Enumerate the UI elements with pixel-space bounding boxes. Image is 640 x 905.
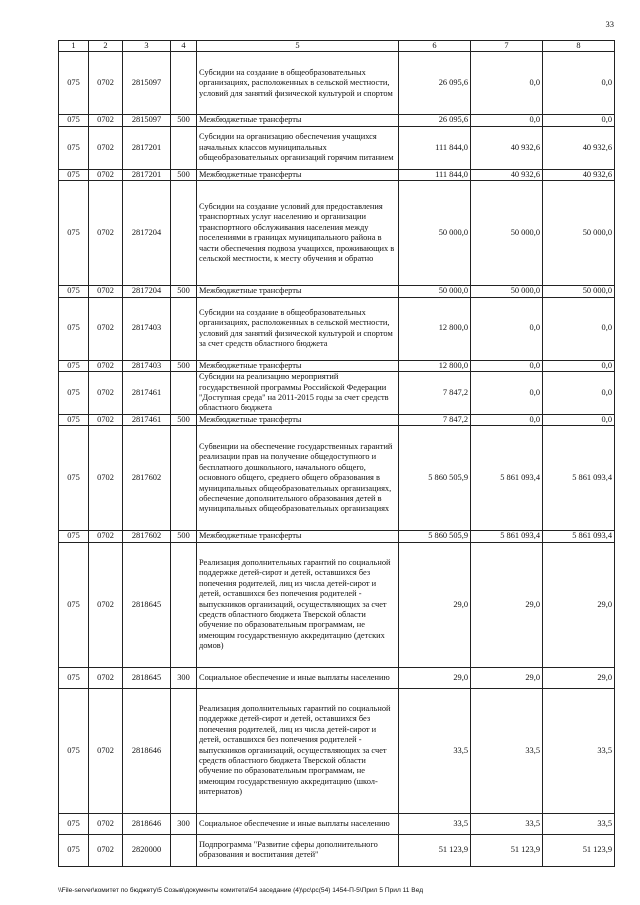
code-target-cell: 2817204 [123, 181, 171, 286]
amount-year1-cell: 12 800,0 [399, 297, 471, 360]
code-admin-cell: 075 [59, 52, 89, 115]
table-row [59, 688, 615, 813]
description-cell: Реализация дополнительных гарантий по социальной поддержке детей-сирот и детей, оставшихся без попечения родителей, лиц из числа детей-сирот и детей, оставшихся без попечения родителей - выпускников организаций, осуществляющих за счет средств областного бюджета Тверской области обучение по образовательным программам, не имеющим государственную аккредитацию (школ-интернатов) [197, 688, 399, 813]
amount-year2-cell: 5 861 093,4 [471, 426, 543, 531]
amount-year2-cell: 40 932,6 [471, 126, 543, 169]
amount-year1-cell: 29,0 [399, 667, 471, 688]
code-expense-type-cell: 300 [171, 667, 197, 688]
amount-year1-cell: 111 844,0 [399, 169, 471, 180]
amount-year1-cell: 5 860 505,9 [399, 531, 471, 542]
column-header: 8 [543, 41, 615, 52]
code-expense-type-cell: 500 [171, 115, 197, 126]
code-target-cell: 2818645 [123, 542, 171, 667]
code-target-cell: 2818645 [123, 667, 171, 688]
code-expense-type-cell: 500 [171, 531, 197, 542]
amount-year1-cell: 33,5 [399, 813, 471, 834]
code-admin-cell: 075 [59, 542, 89, 667]
description-cell: Субсидии на реализацию мероприятий государственной программы Российской Федерации "Доступная среда" на 2011-2015 годы за счет средств областного бюджета [197, 372, 399, 415]
code-expense-type-cell: 500 [171, 360, 197, 371]
amount-year3-cell: 5 861 093,4 [543, 531, 615, 542]
amount-year2-cell: 0,0 [471, 297, 543, 360]
amount-year3-cell: 5 861 093,4 [543, 426, 615, 531]
code-admin-cell: 075 [59, 360, 89, 371]
column-header: 3 [123, 41, 171, 52]
code-admin-cell: 075 [59, 834, 89, 866]
code-expense-type-cell: 500 [171, 415, 197, 426]
code-section-cell: 0702 [89, 426, 123, 531]
code-expense-type-cell [171, 297, 197, 360]
code-target-cell: 2817461 [123, 372, 171, 415]
table-row [59, 360, 615, 371]
description-cell: Межбюджетные трансферты [197, 169, 399, 180]
code-admin-cell: 075 [59, 688, 89, 813]
code-target-cell: 2817204 [123, 286, 171, 297]
code-target-cell: 2817201 [123, 169, 171, 180]
description-cell: Социальное обеспечение и иные выплаты населению [197, 813, 399, 834]
code-expense-type-cell [171, 181, 197, 286]
code-expense-type-cell: 500 [171, 169, 197, 180]
code-section-cell: 0702 [89, 667, 123, 688]
amount-year3-cell: 33,5 [543, 688, 615, 813]
description-cell: Межбюджетные трансферты [197, 531, 399, 542]
description-cell: Межбюджетные трансферты [197, 115, 399, 126]
amount-year3-cell: 0,0 [543, 372, 615, 415]
amount-year3-cell: 40 932,6 [543, 126, 615, 169]
table-row [59, 126, 615, 169]
table-row [59, 426, 615, 531]
code-expense-type-cell [171, 834, 197, 866]
code-target-cell: 2817461 [123, 415, 171, 426]
code-section-cell: 0702 [89, 181, 123, 286]
code-expense-type-cell [171, 688, 197, 813]
code-admin-cell: 075 [59, 426, 89, 531]
amount-year3-cell: 0,0 [543, 415, 615, 426]
amount-year2-cell: 0,0 [471, 415, 543, 426]
description-cell: Межбюджетные трансферты [197, 415, 399, 426]
description-cell: Субсидии на создание в общеобразовательных организациях, расположенных в сельской местности, условий для занятий физической культурой и спортом за счет средств областного бюджета [197, 297, 399, 360]
table-row [59, 286, 615, 297]
code-admin-cell: 075 [59, 297, 89, 360]
code-admin-cell: 075 [59, 813, 89, 834]
code-target-cell: 2817403 [123, 360, 171, 371]
code-admin-cell: 075 [59, 531, 89, 542]
amount-year1-cell: 33,5 [399, 688, 471, 813]
code-expense-type-cell [171, 126, 197, 169]
footer-file-path: \\File-server\комитет по бюджету\5 Созыв\документы комитета\54 заседание (4)\рс\рс(54) 1454-П-5\Прил 5 Прил 11 Вед [58, 887, 424, 894]
amount-year3-cell: 50 000,0 [543, 181, 615, 286]
amount-year2-cell: 0,0 [471, 115, 543, 126]
amount-year2-cell: 50 000,0 [471, 181, 543, 286]
amount-year3-cell: 51 123,9 [543, 834, 615, 866]
table-row [59, 531, 615, 542]
amount-year2-cell: 0,0 [471, 360, 543, 371]
description-cell: Межбюджетные трансферты [197, 286, 399, 297]
amount-year2-cell: 29,0 [471, 542, 543, 667]
amount-year1-cell: 50 000,0 [399, 286, 471, 297]
code-section-cell: 0702 [89, 542, 123, 667]
code-section-cell: 0702 [89, 286, 123, 297]
code-target-cell: 2815097 [123, 115, 171, 126]
code-section-cell: 0702 [89, 115, 123, 126]
code-expense-type-cell [171, 372, 197, 415]
code-admin-cell: 075 [59, 667, 89, 688]
table-row [59, 667, 615, 688]
code-section-cell: 0702 [89, 372, 123, 415]
table-row [59, 415, 615, 426]
column-number-header-row [59, 41, 615, 52]
code-admin-cell: 075 [59, 115, 89, 126]
description-cell: Субсидии на организацию обеспечения учащихся начальных классов муниципальных общеобразовательных организаций горячим питанием [197, 126, 399, 169]
description-cell: Субсидии на создание в общеобразовательных организациях, расположенных в сельской местности, условий для занятий физической культурой и спортом [197, 52, 399, 115]
code-section-cell: 0702 [89, 297, 123, 360]
code-target-cell: 2815097 [123, 52, 171, 115]
description-cell: Реализация дополнительных гарантий по социальной поддержке детей-сирот и детей, оставшихся без попечения родителей, лиц из числа детей-сирот и детей, оставшихся без попечения родителей - выпускников организаций, осуществляющих за счет средств областного бюджета Тверской области обучение по образовательным программам, не имеющим государственную аккредитацию (детских домов) [197, 542, 399, 667]
amount-year2-cell: 33,5 [471, 688, 543, 813]
amount-year1-cell: 26 095,6 [399, 52, 471, 115]
amount-year3-cell: 33,5 [543, 813, 615, 834]
code-section-cell: 0702 [89, 415, 123, 426]
amount-year2-cell: 0,0 [471, 52, 543, 115]
description-cell: Межбюджетные трансферты [197, 360, 399, 371]
amount-year3-cell: 50 000,0 [543, 286, 615, 297]
amount-year2-cell: 33,5 [471, 813, 543, 834]
code-target-cell: 2820000 [123, 834, 171, 866]
table-row [59, 542, 615, 667]
amount-year1-cell: 51 123,9 [399, 834, 471, 866]
description-cell: Субвенции на обеспечение государственных гарантий реализации прав на получение общедоступного и бесплатного дошкольного, начального общего, основного общего, среднего общего образования в муниципальных общеобразовательных организациях, обеспечение дополнительного образования детей в муниципальных общеобразовательных организациях [197, 426, 399, 531]
code-target-cell: 2817201 [123, 126, 171, 169]
code-admin-cell: 075 [59, 169, 89, 180]
code-target-cell: 2818646 [123, 688, 171, 813]
amount-year1-cell: 7 847,2 [399, 372, 471, 415]
amount-year3-cell: 0,0 [543, 52, 615, 115]
amount-year2-cell: 51 123,9 [471, 834, 543, 866]
amount-year3-cell: 29,0 [543, 542, 615, 667]
column-header: 5 [197, 41, 399, 52]
code-target-cell: 2817602 [123, 531, 171, 542]
code-admin-cell: 075 [59, 415, 89, 426]
amount-year1-cell: 5 860 505,9 [399, 426, 471, 531]
table-row [59, 115, 615, 126]
amount-year1-cell: 12 800,0 [399, 360, 471, 371]
code-section-cell: 0702 [89, 360, 123, 371]
code-section-cell: 0702 [89, 531, 123, 542]
table-row [59, 834, 615, 866]
code-target-cell: 2817602 [123, 426, 171, 531]
amount-year2-cell: 29,0 [471, 667, 543, 688]
table-row [59, 52, 615, 115]
code-expense-type-cell [171, 52, 197, 115]
amount-year3-cell: 0,0 [543, 360, 615, 371]
description-cell: Социальное обеспечение и иные выплаты населению [197, 667, 399, 688]
amount-year2-cell: 5 861 093,4 [471, 531, 543, 542]
column-header: 1 [59, 41, 89, 52]
description-cell: Подпрограмма "Развитие сферы дополнительного образования и воспитания детей" [197, 834, 399, 866]
amount-year2-cell: 40 932,6 [471, 169, 543, 180]
amount-year1-cell: 26 095,6 [399, 115, 471, 126]
table-row [59, 169, 615, 180]
code-expense-type-cell: 300 [171, 813, 197, 834]
table-row [59, 297, 615, 360]
code-expense-type-cell [171, 426, 197, 531]
column-header: 6 [399, 41, 471, 52]
amount-year3-cell: 29,0 [543, 667, 615, 688]
code-admin-cell: 075 [59, 286, 89, 297]
code-section-cell: 0702 [89, 834, 123, 866]
table-row [59, 813, 615, 834]
table-row [59, 181, 615, 286]
code-target-cell: 2817403 [123, 297, 171, 360]
amount-year1-cell: 7 847,2 [399, 415, 471, 426]
amount-year3-cell: 40 932,6 [543, 169, 615, 180]
code-expense-type-cell: 500 [171, 286, 197, 297]
description-cell: Субсидии на создание условий для предоставления транспортных услуг населению и организации транспортного обслуживания населения между поселениями в границах муниципального района в части обеспечения подвоза учащихся, проживающих в сельской местности, к месту обучения и обратно [197, 181, 399, 286]
amount-year1-cell: 29,0 [399, 542, 471, 667]
code-expense-type-cell [171, 542, 197, 667]
code-admin-cell: 075 [59, 181, 89, 286]
column-header: 2 [89, 41, 123, 52]
table-row [59, 372, 615, 415]
code-admin-cell: 075 [59, 372, 89, 415]
column-header: 4 [171, 41, 197, 52]
page-number: 33 [605, 19, 614, 29]
amount-year2-cell: 50 000,0 [471, 286, 543, 297]
column-header: 7 [471, 41, 543, 52]
budget-table [58, 40, 615, 867]
code-admin-cell: 075 [59, 126, 89, 169]
amount-year1-cell: 111 844,0 [399, 126, 471, 169]
code-target-cell: 2818646 [123, 813, 171, 834]
code-section-cell: 0702 [89, 688, 123, 813]
amount-year3-cell: 0,0 [543, 297, 615, 360]
code-section-cell: 0702 [89, 169, 123, 180]
amount-year3-cell: 0,0 [543, 115, 615, 126]
code-section-cell: 0702 [89, 126, 123, 169]
amount-year2-cell: 0,0 [471, 372, 543, 415]
amount-year1-cell: 50 000,0 [399, 181, 471, 286]
code-section-cell: 0702 [89, 813, 123, 834]
code-section-cell: 0702 [89, 52, 123, 115]
